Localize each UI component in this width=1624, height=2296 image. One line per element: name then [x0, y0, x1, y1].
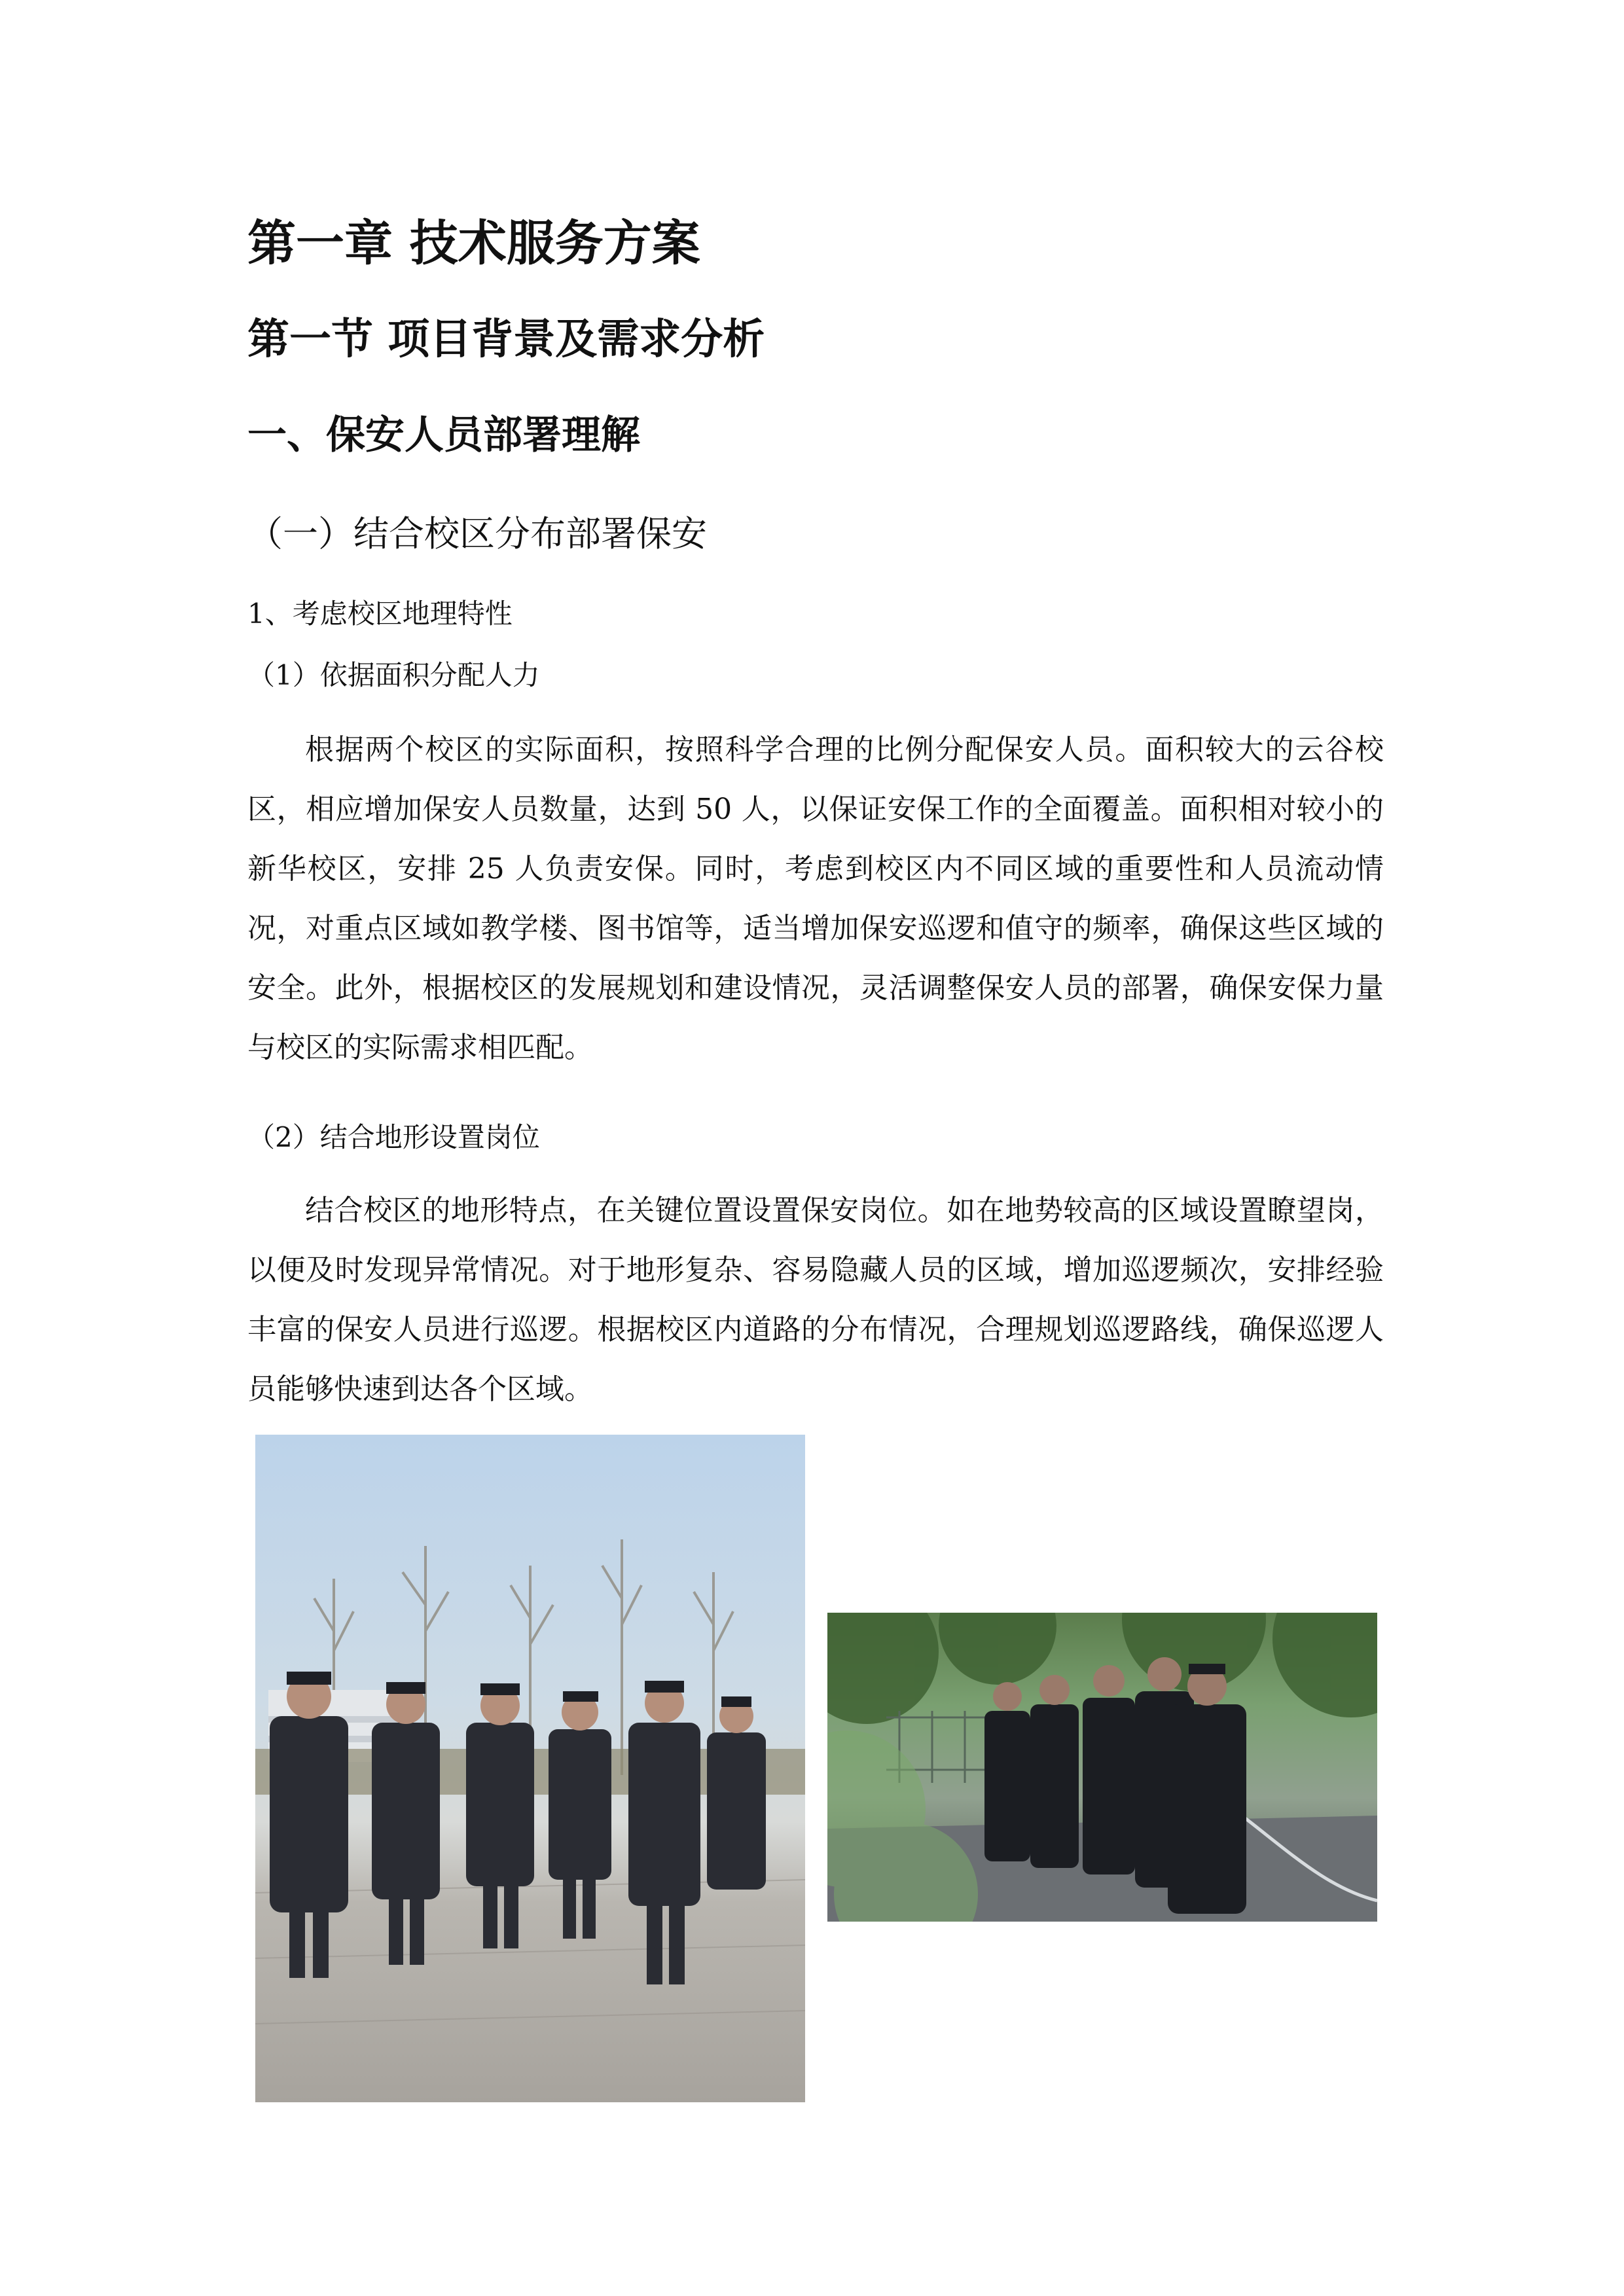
block-paragraph-area: 根据两个校区的实际面积，按照科学合理的比例分配保安人员。面积较大的云谷校区，相应增加保安人员数量，达到 50 人，以保证安保工作的全面覆盖。面积相对较小的新华校区，安排 25 人负责安保。同时，考虑到校区内不同区域的重要性和人员流动情况，对重点区域如教学楼、图书馆等，适当增加保安巡逻和值守的频率，确保这些区域的安全。此外，根据校区的发展规划和建设情况，灵活调整保安人员的部署，确保安保力量与校区的实际需求相匹配。 — [247, 733, 1384, 1064]
chapter-title: 第一章 技术服务方案 — [247, 215, 700, 272]
guards-patrol-photo — [827, 1613, 1377, 1922]
block-heading-area: （1）依据面积分配人力 — [247, 659, 540, 691]
block-paragraph-terrain: 结合校区的地形特点，在关键位置设置保安岗位。如在地势较高的区域设置瞭望岗，以便及时发现异常情况。对于地形复杂、容易隐藏人员的区域，增加巡逻频次，安排经验丰富的保安人员进行巡逻。根据校区内道路的分布情况，合理规划巡逻路线，确保巡逻人员能够快速到达各个区域。 — [247, 1194, 1384, 1406]
guards-formation-photo — [255, 1435, 805, 2102]
subsection-title: 一、保安人员部署理解 — [247, 412, 640, 458]
block-heading-terrain: （2）结合地形设置岗位 — [247, 1121, 540, 1153]
item-title: 1、考虑校区地理特性 — [247, 598, 513, 630]
section-title: 第一节 项目背景及需求分析 — [247, 315, 765, 364]
subsubsection-title: （一）结合校区分布部署保安 — [247, 513, 707, 554]
